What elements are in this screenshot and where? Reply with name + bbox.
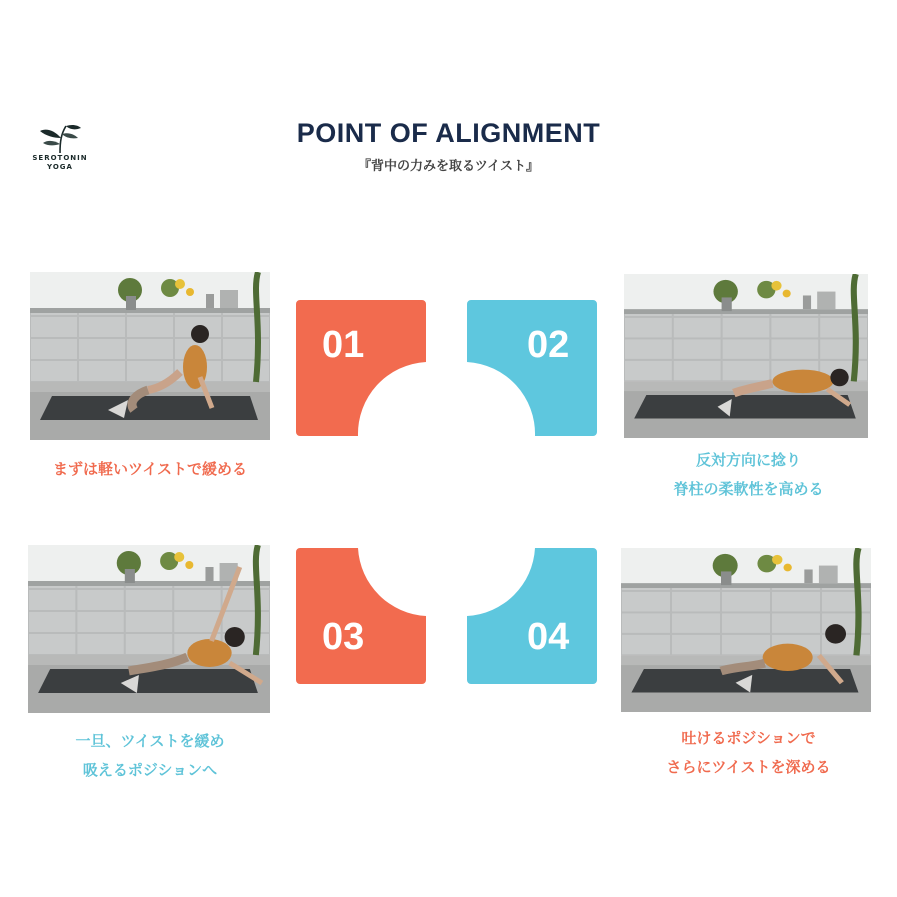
step-02-caption-line1: 反対方向に捻り: [695, 451, 801, 469]
step-02-caption: [600, 446, 897, 504]
step-03-caption: [0, 727, 300, 785]
step-03-photo: [28, 545, 270, 713]
step-04-caption-line1: 吐けるポジションで: [681, 729, 816, 747]
step-03-tile: [296, 548, 426, 684]
step-04-photo: [621, 548, 871, 712]
page-title: POINT OF ALIGNMENT: [296, 118, 601, 148]
step-01-caption: [0, 455, 300, 484]
step-04-number: 04: [527, 616, 570, 658]
step-01-tile: [296, 300, 426, 436]
step-04-caption: [600, 724, 897, 782]
step-02-photo: [624, 274, 868, 438]
step-02-caption-line2: 脊柱の柔軟性を高める: [673, 480, 824, 498]
step-02-number: 02: [527, 324, 570, 366]
page-subtitle: 『背中の力みを取るツイスト』: [358, 159, 539, 174]
logo-text-line2: YOGA: [47, 163, 73, 171]
step-01-number: 01: [322, 324, 365, 366]
logo-text-line1: SEROTONIN: [32, 154, 88, 162]
step-01-caption-line1: まずは軽いツイストで緩める: [52, 460, 248, 478]
step-04-caption-line2: さらにツイストを深める: [666, 758, 831, 776]
step-03-caption-line2: 吸えるポジションへ: [82, 761, 218, 779]
step-01-photo: [30, 272, 270, 440]
step-02-tile: [467, 300, 597, 436]
step-03-caption-line1: 一旦、ツイストを緩め: [75, 732, 225, 750]
step-04-tile: [467, 548, 597, 684]
step-03-number: 03: [322, 616, 365, 658]
